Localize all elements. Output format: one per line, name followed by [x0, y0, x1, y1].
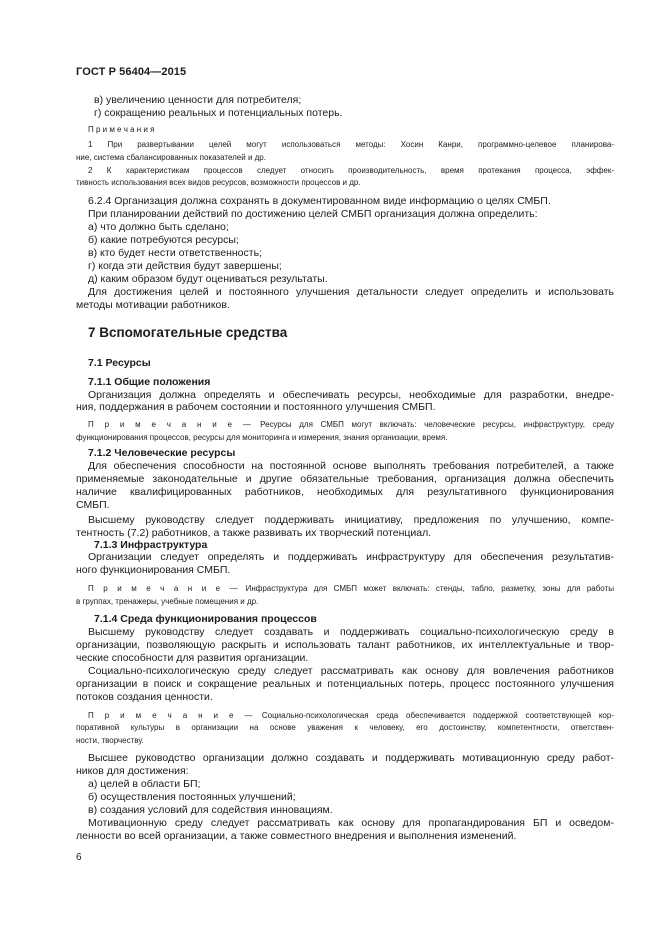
note-text: функционирования процессов, ресурсы для мониторинга и измерения, знания организации, время.	[76, 433, 448, 442]
paragraph-line: 6.2.4 Организация должна сохранять в документированном виде информацию о целях СМБП.	[88, 195, 551, 207]
paragraph-line: Высшему руководству следует поддерживать инициативу, предложения по улучшению, компе-	[88, 514, 614, 526]
note-text	[88, 419, 614, 431]
note-text: поративной культуры в организации на основе уважения к человеку, его достоинству, компетентности, ответствен-	[76, 723, 614, 732]
note-label: П р и м е ч а н и я	[88, 125, 155, 134]
paragraph-line: потоков создания ценности.	[76, 691, 213, 703]
note-text-span: Ресурсы для СМБП могут включать: человеческие ресурсы, инфраструктуру, среду	[260, 420, 614, 429]
page-header: ГОСТ Р 56404—2015	[76, 66, 187, 78]
note-text: 1 При развертывании целей могут использоваться методы: Хосин Канри, программно-целевое планирова-	[88, 140, 614, 149]
paragraph-line: ного функционирования СМБП.	[76, 564, 231, 576]
subsection-heading: 7.1 Ресурсы	[88, 357, 151, 369]
paragraph-line: методы мотивации работников.	[76, 299, 230, 311]
list-item: в) кто будет нести ответственность;	[88, 247, 262, 259]
note-text: тивность использования всех видов ресурсов, возможности процессов и др.	[76, 178, 361, 187]
note-text: ние, система сбалансированных показателей и др.	[76, 153, 266, 162]
list-item: б) какие потребуются ресурсы;	[88, 234, 239, 246]
list-item: в) увеличению ценности для потребителя;	[94, 94, 302, 106]
note-text: 2 К характеристикам процессов следует относить производительность, время протекания процесса, эффек-	[88, 166, 614, 175]
paragraph-line: организации, позволяющую раскрыть и использовать талант работников, их интеллектуальные и твор-	[76, 639, 614, 651]
note-text-span: Социально-психологическая среда обеспечивается поддержкой соответствующей кор-	[261, 711, 614, 720]
paragraph-line: наличие квалифицированных работников, необходимых для результативного функционирования	[76, 486, 614, 498]
note-text	[88, 710, 614, 722]
note-label: П р и м е ч а н и е —	[88, 420, 253, 429]
note-label: П р и м е ч а н и е —	[88, 711, 255, 720]
list-item: г) когда эти действия будут завершены;	[88, 260, 282, 272]
list-item: г) сокращению реальных и потенциальных потерь.	[94, 107, 343, 119]
list-item: а) целей в области БП;	[88, 778, 201, 790]
list-item: д) каким образом будут оцениваться результаты.	[88, 273, 328, 285]
paragraph-line: Мотивационную среду следует рассматривать как основу для пропагандирования БП и осведом-	[88, 817, 614, 829]
note-text	[88, 583, 614, 595]
subsection-heading: 7.1.2 Человеческие ресурсы	[88, 447, 236, 459]
list-item: а) что должно быть сделано;	[88, 221, 229, 233]
paragraph-line: Организации следует определять и поддерживать инфраструктуру для обеспечения результатив-	[88, 551, 614, 563]
paragraph-line: Для обеспечения способности на постоянной основе выполнять требования потребителей, а также	[88, 460, 614, 472]
paragraph-line: Высшее руководство организации должно создавать и поддерживать мотивационную среду работ-	[88, 752, 614, 764]
subsection-heading: 7.1.3 Инфраструктура	[94, 539, 208, 551]
paragraph-line: ния, поддержания в рабочем состоянии и постоянного улучшения СМБП.	[76, 401, 436, 413]
section-heading: 7 Вспомогательные средства	[88, 325, 288, 340]
paragraph-line: тентность (7.2) работников, а также развивать их творческий потенциал.	[76, 527, 432, 539]
paragraph-line: Для достижения целей и постоянного улучшения детальности следует определить и использовать	[88, 286, 614, 298]
page-number: 6	[76, 852, 82, 863]
paragraph-line: Организация должна определять и обеспечивать ресурсы, необходимые для разработки, внедре-	[88, 389, 614, 401]
paragraph-line: При планировании действий по достижению целей СМБП организация должна определить:	[88, 208, 538, 220]
subsection-heading: 7.1.1 Общие положения	[88, 376, 211, 388]
list-item: в) создания условий для содействия инновациям.	[88, 804, 333, 816]
paragraph-line: ленности во всей организации, а также совместного внедрения и выполнения изменений.	[76, 830, 517, 842]
note-text: ности, творчеству.	[76, 736, 144, 745]
paragraph-line: ников для достижения:	[76, 765, 189, 777]
note-text-span: Инфраструктура для СМБП может включать: стенды, табло, разметку, зоны для работы	[245, 584, 614, 593]
subsection-heading: 7.1.4 Среда функционирования процессов	[94, 613, 317, 625]
paragraph-line: СМБП.	[76, 499, 110, 511]
note-label: П р и м е ч а н и е —	[88, 584, 240, 593]
paragraph-line: организации в поиск и сокращение реальных и потенциальных потерь, процесс постоянного улучшения	[76, 678, 614, 690]
list-item: б) осуществления постоянных улучшений;	[88, 791, 296, 803]
paragraph-line: Высшему руководству следует создавать и поддерживать социально-психологическую среду в	[88, 626, 614, 638]
paragraph-line: применяемые законодательные и другие обязательные требования, организация должна обеспечить	[76, 473, 614, 485]
note-text: в группах, тренажеры, учебные помещения и др.	[76, 597, 259, 606]
paragraph-line: Социально-психологическую среду следует рассматривать как основу для вовлечения работников	[88, 665, 614, 677]
paragraph-line: ческие способности для развития организации.	[76, 652, 309, 664]
